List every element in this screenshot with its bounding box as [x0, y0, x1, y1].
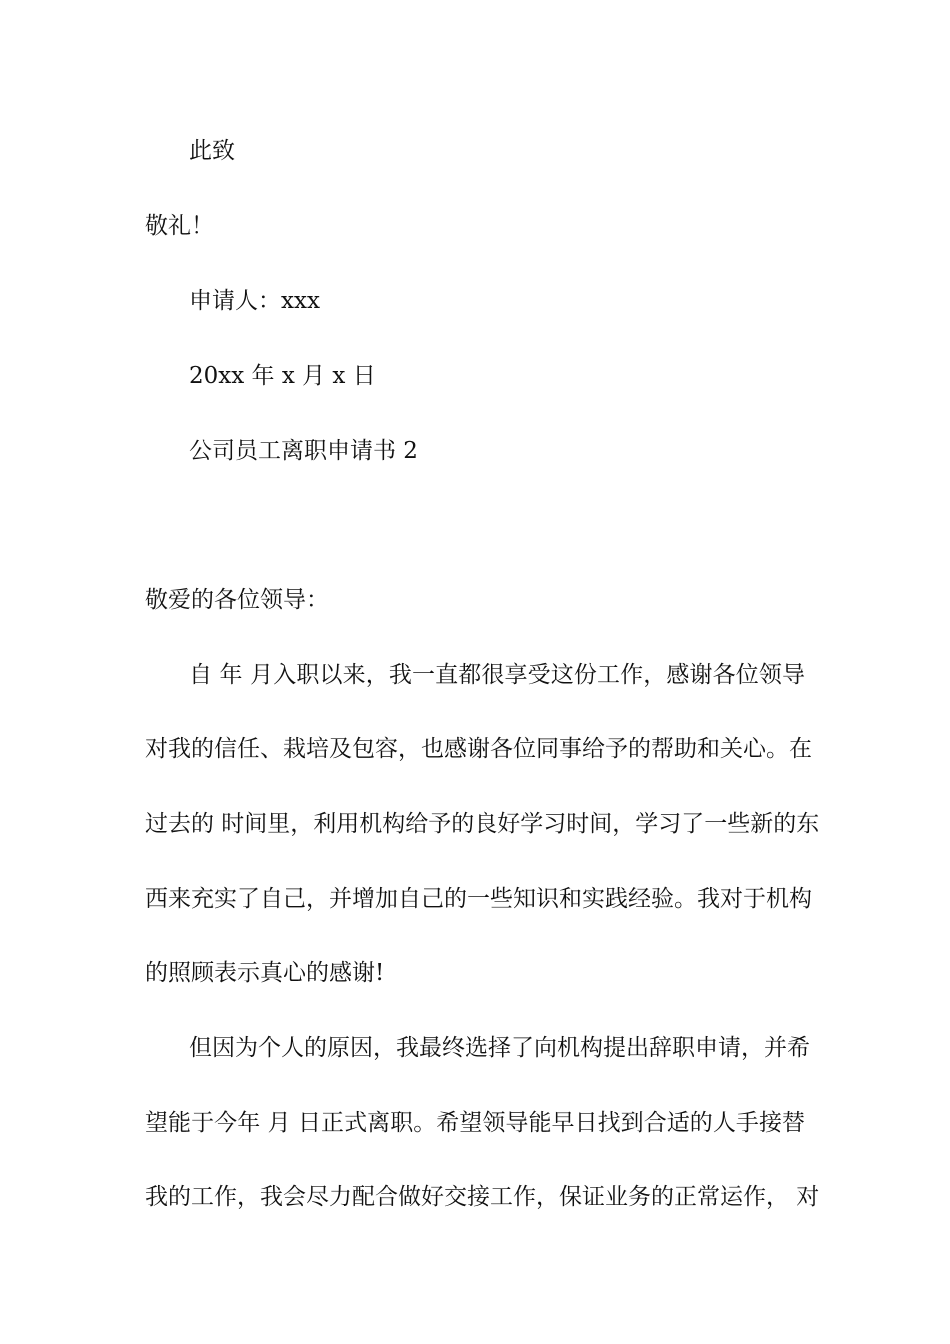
paragraph1-line: 对我的信任、栽培及包容，也感谢各位同事给予的帮助和关心。在: [145, 736, 812, 762]
greeting: 敬爱的各位领导：: [145, 587, 329, 613]
paragraph2-line: 但因为个人的原因，我最终选择了向机构提出辞职申请，并希: [189, 1035, 810, 1061]
paragraph2-line: 望能于今年 月 日正式离职。希望领导能早日找到合适的人手接替: [145, 1110, 805, 1136]
section-title: 公司员工离职申请书 2: [189, 438, 418, 464]
paragraph2-line: 我的工作，我会尽力配合做好交接工作，保证业务的正常运作， 对: [145, 1184, 820, 1210]
paragraph1-line: 的照顾表示真心的感谢!: [145, 960, 385, 986]
applicant-line: 申请人：xxx: [189, 288, 320, 314]
paragraph1-line: 西来充实了自己，并增加自己的一些知识和实践经验。我对于机构: [145, 886, 812, 912]
closing-salutation: 此致: [189, 138, 235, 164]
closing-respect: 敬礼！: [145, 213, 214, 239]
paragraph1-line: 自 年 月入职以来，我一直都很享受这份工作，感谢各位领导: [189, 662, 805, 688]
paragraph1-line: 过去的 时间里，利用机构给予的良好学习时间，学习了一些新的东: [145, 811, 820, 837]
date-line: 20xx 年 x 月 x 日: [189, 363, 376, 389]
